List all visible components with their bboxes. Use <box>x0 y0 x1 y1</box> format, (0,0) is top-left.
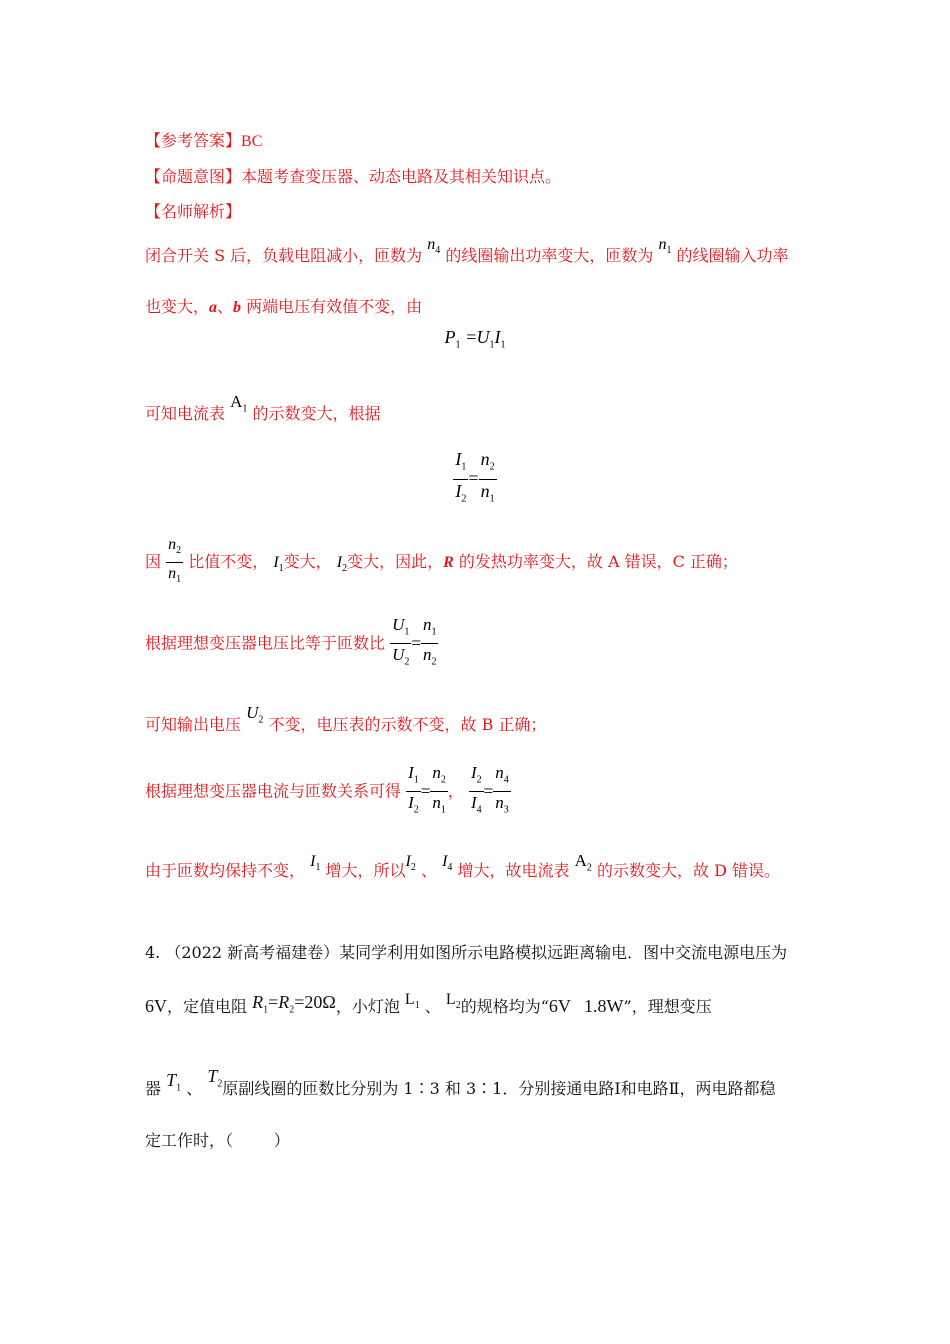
text-segment: 的发热功率变大，故 A 错误，C 正确； <box>453 552 738 572</box>
eq-equals: = <box>466 327 477 347</box>
text-segment: 不变，电压表的示数不变，故 B 正确； <box>268 715 547 734</box>
intent-line <box>145 164 561 187</box>
frac-i2-i4: $\frac{I_2}{I_4}$ <box>470 763 482 816</box>
analysis-label: 【名师解析】 <box>145 202 242 221</box>
eq-equals: = <box>483 781 494 801</box>
text-segment: 、 <box>217 297 234 316</box>
text-segment: 变大，因此， <box>347 552 444 572</box>
analysis-line-2 <box>145 294 422 317</box>
symbol-i4: $I_4$ <box>442 853 453 874</box>
equation-power <box>0 327 950 351</box>
eq-i1: $I_1$ <box>494 327 506 351</box>
text-segment: 的线圈输出功率变大，匝数为 <box>445 246 654 265</box>
analysis-line-1 <box>145 236 789 268</box>
text-segment: ， <box>447 781 464 801</box>
text-segment: 变大， <box>283 552 332 572</box>
text-segment: 原副线圈的匝数比分别为 1∶3 和 3∶1．分别接通电路Ⅰ和电路Ⅱ，两电路都稳 <box>222 1079 776 1098</box>
text-segment: ，小灯泡 <box>335 997 400 1016</box>
text-segment: 器 <box>145 1079 162 1098</box>
symbol-i1: $I_1$ <box>273 554 284 575</box>
text-segment: 增大，故电流表 <box>457 861 570 880</box>
frac-u1-u2: $\frac{U_1}{U_2}$ <box>392 615 410 668</box>
frac-n2-n1-b: $\frac{n_2}{n_1}$ <box>432 763 446 816</box>
text-segment: 的示数变大，故 D 错误。 <box>596 861 780 880</box>
symbol-i2: $I_2$ <box>405 853 416 874</box>
symbol-t1: $T_1$ <box>166 1070 182 1094</box>
text-segment: 可知输出电压 <box>145 715 242 734</box>
frac-i1-i2-b: $\frac{I_1}{I_2}$ <box>408 763 419 816</box>
answer-label: 【参考答案】 <box>145 131 242 150</box>
frac-n2-n1: $\frac{n_2}{n_1}$ <box>480 449 495 505</box>
ammeter-a2: $A_2$ <box>574 851 592 874</box>
symbol-n4: $n_4$ <box>427 236 441 257</box>
eq-u1: $U_1$ <box>476 327 495 351</box>
text-segment: ”，理想变压 <box>623 997 712 1016</box>
symbol-i2: $I_2$ <box>336 554 348 575</box>
text-segment: 的线圈输入功率 <box>676 246 789 265</box>
text-segment: 因 <box>145 552 162 572</box>
equation-resistors: $R_1=R_2=20\Omega$ <box>252 992 336 1016</box>
intent-text: 本题考查变压器、动态电路及其相关知识点。 <box>241 167 562 186</box>
text-segment: 根据理想变压器电流与匝数关系可得 <box>145 781 402 801</box>
symbol-l2: $L_2$ <box>445 991 461 1012</box>
text-segment: 也变大， <box>145 297 210 316</box>
text-segment: 由于匝数均保持不变， <box>145 861 306 880</box>
frac-n2-n1-inline: $\frac{n_2}{n_1}$ <box>168 536 182 586</box>
equation-current-ratio <box>0 448 950 510</box>
lamp-spec: 6V 1.8W <box>548 996 624 1016</box>
text-segment: 比值不变， <box>188 552 269 572</box>
symbol-n1: $n_1$ <box>658 236 672 257</box>
eq-equals: = <box>411 633 421 653</box>
symbol-a: a <box>209 299 218 316</box>
symbol-l1: $L_1$ <box>404 991 420 1012</box>
text-segment: ，定值电阻 <box>167 997 248 1016</box>
answer-value: BC <box>241 133 263 150</box>
question-line-4: 定工作时，（ ） <box>145 1131 290 1150</box>
analysis-line-6 <box>145 703 547 737</box>
symbol-r: R <box>443 554 454 572</box>
text-segment: 两端电压有效值不变，由 <box>241 297 423 316</box>
text-segment: 根据理想变压器电压比等于匝数比 <box>145 633 386 653</box>
question-line-2 <box>145 991 712 1020</box>
text-segment: 闭合开关 S 后，负载电阻减小，匝数为 <box>145 246 423 265</box>
analysis-line-7 <box>145 762 511 822</box>
analysis-line-3 <box>145 392 381 426</box>
text-segment: 可知电流表 <box>145 404 226 423</box>
symbol-i1: $I_1$ <box>310 853 321 874</box>
text-segment: 的示数变大，根据 <box>252 404 381 423</box>
eq-equals: = <box>420 781 431 801</box>
question-line-1: 4. （2022 新高考福建卷）某同学利用如图所示电路模拟远距离输电．图中交流电源电压为 <box>145 943 788 962</box>
question-line-3 <box>145 1066 776 1102</box>
symbol-t2: $T_2$ <box>207 1066 223 1090</box>
text-segment: 、 <box>424 997 441 1016</box>
text-segment: 的规格均为“ <box>460 997 549 1016</box>
symbol-u2: $U_2$ <box>246 703 264 726</box>
source-voltage: 6V <box>145 996 167 1016</box>
analysis-line-8 <box>145 851 780 883</box>
text-segment: 、 <box>420 861 437 880</box>
symbol-b: b <box>233 299 242 316</box>
eq-equals: = <box>468 468 479 489</box>
ammeter-a1: $A_1$ <box>230 392 248 415</box>
analysis-line-4 <box>145 534 738 591</box>
frac-n4-n3: $\frac{n_4}{n_3}$ <box>495 763 509 816</box>
frac-n1-n2: $\frac{n_1}{n_2}$ <box>422 615 437 668</box>
text-segment: 、 <box>186 1079 203 1098</box>
analysis-line-5 <box>145 614 438 674</box>
text-segment: 增大，所以 <box>325 861 406 880</box>
answer-line <box>145 128 262 151</box>
eq-p1: $P_1$ <box>444 327 461 351</box>
frac-i1-i2: $\frac{I_1}{I_2}$ <box>455 449 467 505</box>
intent-label: 【命题意图】 <box>145 167 242 186</box>
